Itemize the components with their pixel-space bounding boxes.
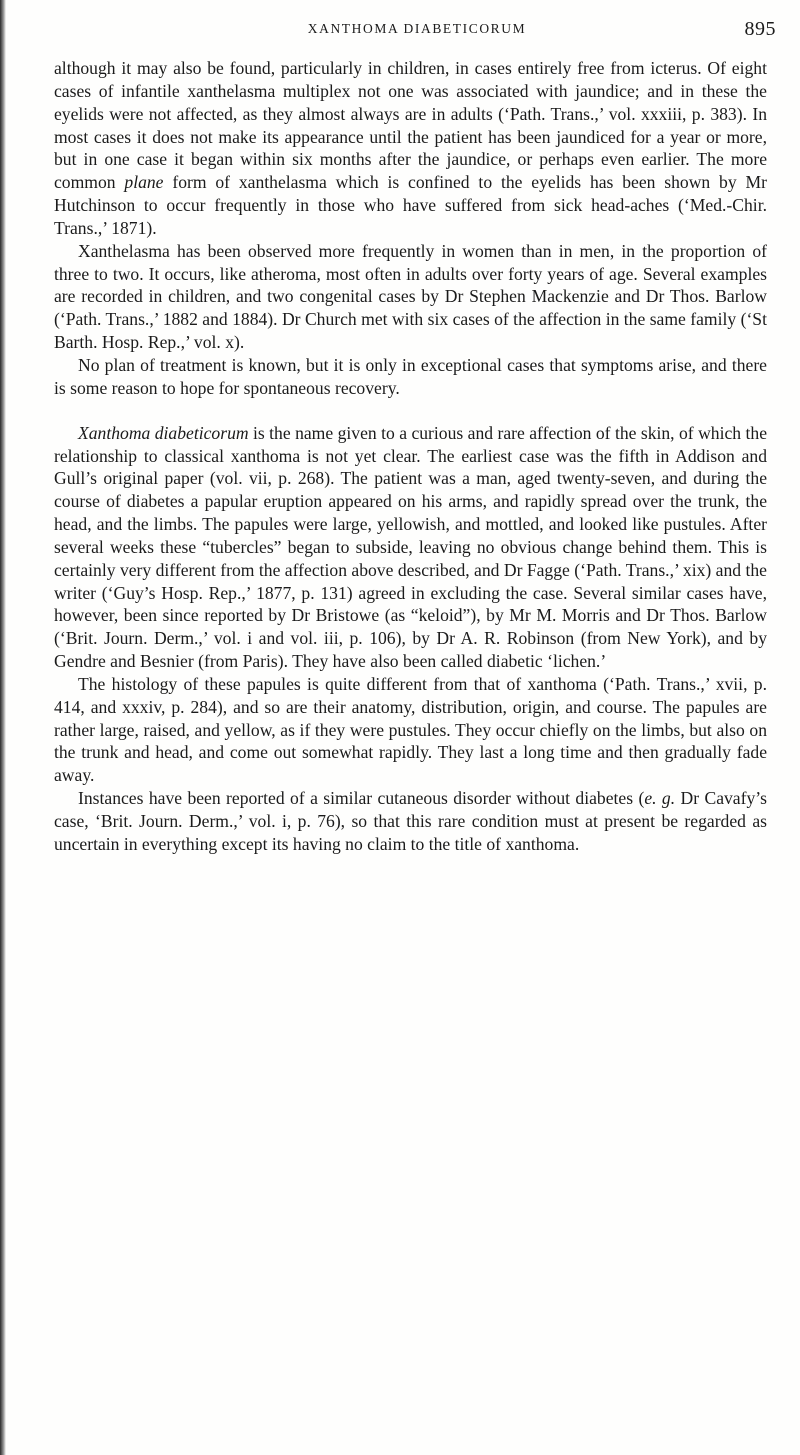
- text-run: The histology of these papules is quite different from that of xanthoma (‘Path. Trans.,’ xvii, p. 414, and xxxiv, p. 284), and so are their anatomy, distribution, origin, and course. The papules are rather large, raised, and yellow, as if they were pustules. They occur chiefly on the limbs, but also on the trunk and head, and come out somewhat rapidly. They last a long time and then gradually fade away.: [54, 673, 767, 786]
- italic-term-plane: plane: [124, 172, 164, 193]
- text-run: Xanthelasma has been observed more frequently in women than in men, in the proportion of three to two. It occurs, like atheroma, most often in adults over forty years of age. Several examples are recorded in children, and two congenital cases by Dr Stephen Mackenzie and Dr Thos. Barlow (‘Path. Trans.,’ 1882 and 1884). Dr Church met with six cases of the affection in the same family (‘St Barth. Hosp. Rep.,’ vol. x).: [54, 240, 767, 353]
- italic-term-xanthoma-diabeticorum: Xanthoma diabeticorum: [78, 422, 249, 443]
- paragraph-histology: [54, 673, 767, 787]
- italic-abbrev-eg: e. g.: [644, 788, 676, 809]
- body-text: [54, 57, 767, 856]
- scan-edge-shadow: [0, 0, 6, 1455]
- paragraph-xanthelasma-incidence: [54, 240, 767, 354]
- text-run: Dr Cavafy’s case, ‘Brit. Journ. Derm.,’ vol. i, p. 76), so that this rare condition must at present be regarded as uncertain in everything except its having no claim to the title of xanthoma.: [54, 788, 767, 854]
- text-run: is the name given to a curious and rare affection of the skin, of which the relationship to classical xanthoma is not yet clear. The earliest case was the fifth in Addison and Gull’s original paper (vol. vii, p. 268). The patient was a man, aged twenty-seven, and during the course of diabetes a papular eruption appeared on his arms, and rapidly spread over the trunk, the head, and the limbs. The papules were large, yellowish, and mottled, and looked like pustules. After several weeks these “tubercles” began to subside, leaving no obvious change behind them. This is certainly very different from the affection above described, and Dr Fagge (‘Path. Trans.,’ xix) and the writer (‘Guy’s Hosp. Rep.,’ 1877, p. 131) agreed in excluding the case. Several similar cases have, however, been since reported by Dr Bristowe (as “keloid”), by Mr M. Morris and Dr Thos. Barlow (‘Brit. Journ. Derm.,’ vol. i and vol. iii, p. 106), by Dr A. R. Robinson (from New York), and by Gendre and Besnier (from Paris). They have also been called diabetic ‘lichen.’: [54, 422, 767, 672]
- text-run: form of xanthelasma which is confined to the eyelids has been shown by Mr Hutchinson to occur frequently in those who have suffered from sick head-aches (‘Med.-Chir. Trans.,’ 1871).: [54, 172, 767, 238]
- text-run: although it may also be found, particularly in children, in cases entirely free from icterus. Of eight cases of infantile xanthelasma multiplex not one was associated with jaundice; and in these the eyelids were not affected, as they almost always are in adults (‘Path. Trans.,’ vol. xxxiii, p. 383). In most cases it does not make its appearance until the patient has been jaundiced for a year or more, but in one case it began within six months after the jaundice, or perhaps even earlier. The more common: [54, 58, 767, 193]
- text-run: Instances have been reported of a similar cutaneous disorder without diabetes (: [78, 788, 645, 809]
- paragraph-treatment: [54, 354, 767, 400]
- running-head: [58, 18, 776, 42]
- paragraph-instances: [54, 787, 767, 856]
- text-run: No plan of treatment is known, but it is only in exceptional cases that symptoms arise, and there is some reason to hope for spontaneous recovery.: [54, 354, 767, 398]
- paragraph-continuation: [54, 57, 767, 240]
- paragraph-xanthoma-diabeticorum: [54, 422, 767, 673]
- page-number: 895: [744, 18, 776, 40]
- running-head-title: XANTHOMA DIABETICORUM: [307, 21, 527, 36]
